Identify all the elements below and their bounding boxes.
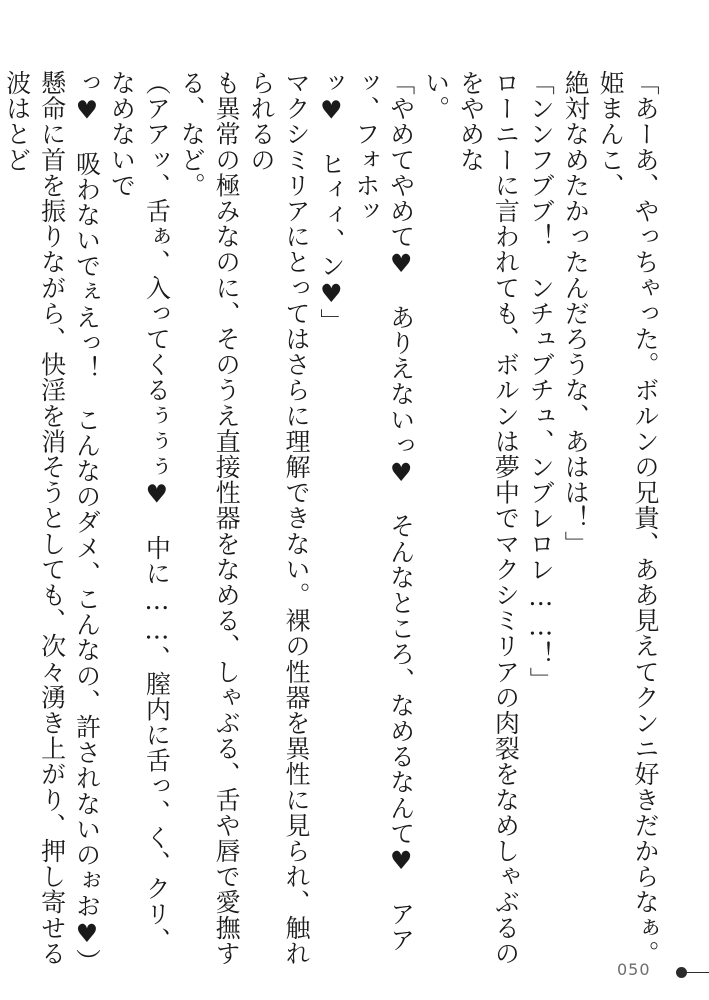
page-number: 050 bbox=[617, 960, 651, 979]
novel-text bbox=[2, 70, 662, 974]
text-line-8: マクシミリアにとってはさらに理解できない。裸の性器を異性に見られ、触れられるの bbox=[247, 70, 311, 966]
text-line-10: （アアッ、舌ぁ、入ってくるぅぅぅ♥ 中に……、膣内に舌っ、く、クリ、なめないで bbox=[107, 70, 172, 953]
text-line-11: っ♥ 吸わないでぇえっ！ こんなのダメ、こんなの、許されないのぉお♥） bbox=[72, 70, 102, 974]
text-line-2: 絶対なめたかったんだろうな、あはは！」 bbox=[561, 70, 591, 557]
text-line-6: 「やめてやめて♥ ありえないっ♥ そんなところ、なめるなんて♥ アアッ、フォホッ bbox=[351, 70, 416, 953]
text-line-3: 「ンンフブブ！ ンチュブチュ、ンブレロレ……！」 bbox=[526, 70, 556, 693]
text-line-5: い。 bbox=[421, 70, 451, 122]
text-line-4: ローニーに言われても、ボルンは夢中でマクシミリアの肉裂をなめしゃぶるのをやめな bbox=[456, 70, 521, 966]
text-line-7: ッ♥ ヒィィ、ン♥」 bbox=[316, 70, 346, 334]
page-marker-rule bbox=[687, 972, 709, 973]
text-line-9: も異常の極みなのに、そのうえ直接性器をなめる、しゃぶる、舌や唇で愛撫する、など。 bbox=[177, 70, 242, 966]
page-marker-dot bbox=[676, 967, 687, 978]
text-line-12: 懸命に首を振りながら、快淫を消そうとしても、次々湧き上がり、押し寄せる波はとど bbox=[2, 70, 67, 966]
text-line-1: 「あーあ、やっちゃった。ボルンの兄貴、ああ見えてクンニ好きだからなぁ。姫まんこ、 bbox=[596, 70, 660, 966]
